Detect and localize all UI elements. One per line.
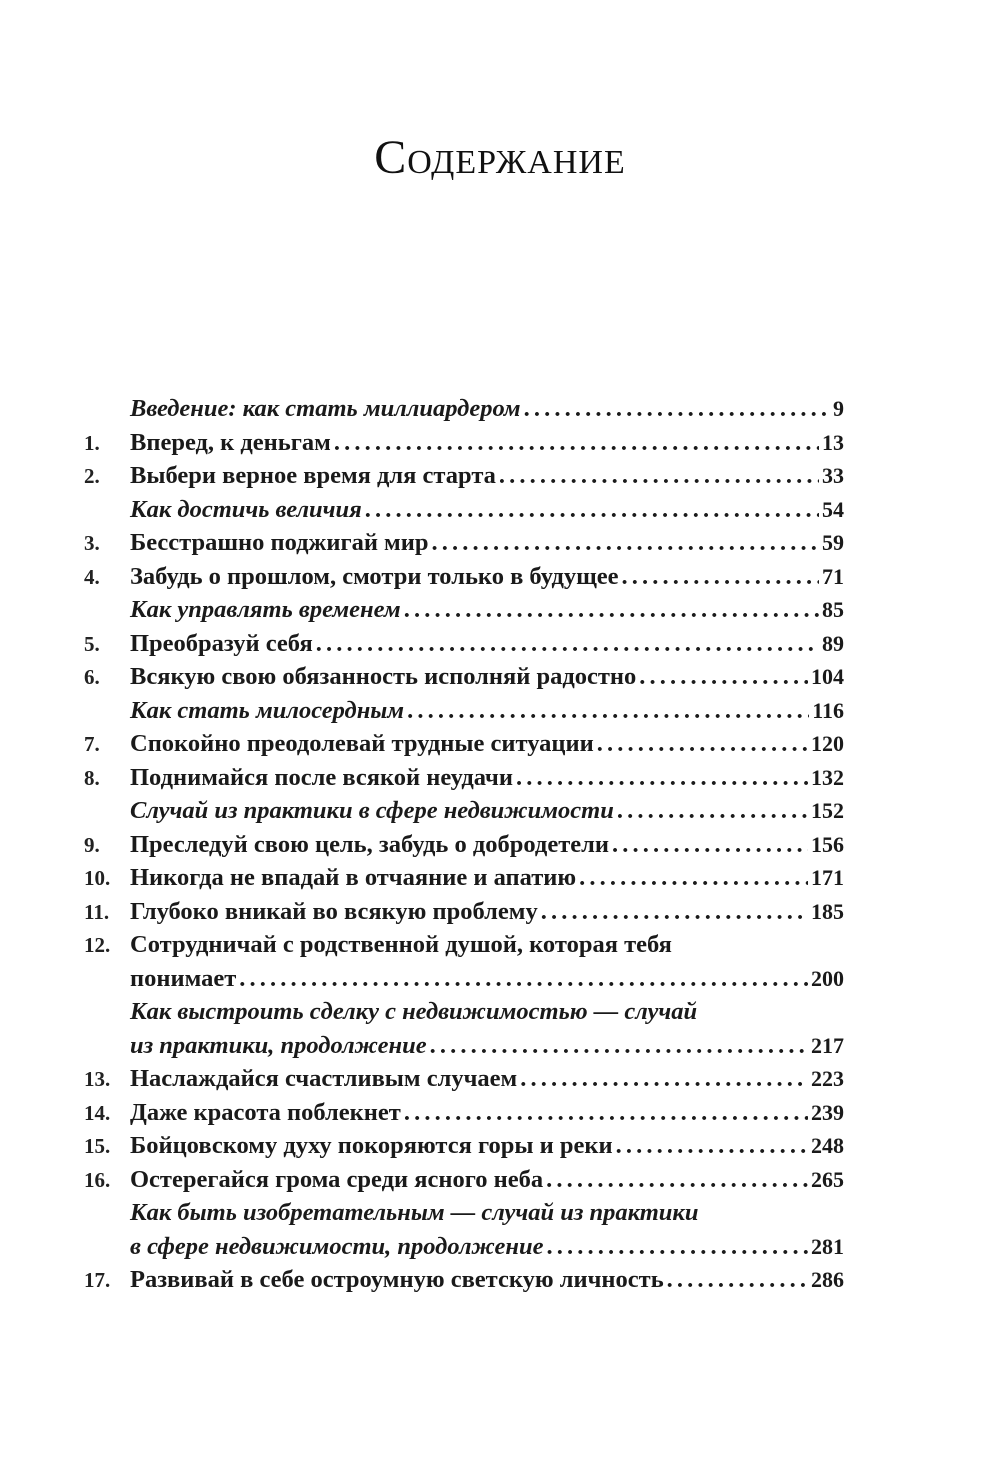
toc-entry-page: 185 bbox=[811, 898, 844, 924]
dot-leader bbox=[334, 426, 819, 460]
toc-entry-page: 89 bbox=[822, 630, 844, 656]
dot-leader bbox=[432, 526, 820, 560]
dot-leader bbox=[541, 895, 808, 929]
toc-entry-number: 5. bbox=[84, 631, 100, 656]
toc-entry-title: Бойцовскому духу покоряются горы и реки bbox=[130, 1132, 613, 1159]
toc-entry[interactable] bbox=[84, 794, 844, 828]
toc-entry-title: Выбери верное время для старта bbox=[130, 462, 496, 489]
dot-leader bbox=[597, 727, 808, 761]
toc-entry-number: 16. bbox=[84, 1167, 111, 1192]
toc-entry[interactable] bbox=[84, 1029, 844, 1063]
toc-entry-page: 200 bbox=[811, 965, 844, 991]
dot-leader bbox=[524, 392, 830, 426]
dot-leader bbox=[430, 1029, 808, 1063]
toc-entry-page: 85 bbox=[822, 597, 844, 622]
dot-leader bbox=[546, 1163, 808, 1197]
toc-entry-page: 71 bbox=[822, 563, 844, 589]
toc-entry[interactable] bbox=[84, 1196, 844, 1230]
dot-leader bbox=[404, 593, 819, 627]
toc-entry[interactable] bbox=[84, 694, 844, 728]
toc-entry-page: 9 bbox=[833, 396, 844, 421]
toc-entry[interactable] bbox=[84, 727, 844, 761]
toc-entry-title: в сфере недвижимости, продолжение bbox=[130, 1232, 544, 1260]
toc-entry-page: 223 bbox=[811, 1066, 844, 1091]
toc-entry[interactable] bbox=[84, 1062, 844, 1096]
toc-entry-title: Никогда не впадай в отчаяние и апатию bbox=[130, 864, 577, 891]
toc-entry-page: 239 bbox=[811, 1099, 844, 1125]
toc-entry[interactable] bbox=[84, 895, 844, 929]
dot-leader bbox=[616, 1129, 808, 1163]
dot-leader bbox=[239, 962, 808, 996]
toc-entry-title: Сотрудничай с родственной душой, которая тебя bbox=[130, 931, 672, 958]
dot-leader bbox=[404, 1096, 808, 1130]
toc-entry-title: Как быть изобретательным — случай из практики bbox=[130, 1199, 699, 1226]
toc-entry[interactable] bbox=[84, 426, 844, 460]
toc-entry-title: Спокойно преодолевай трудные ситуации bbox=[130, 730, 594, 757]
toc-entry-number: 3. bbox=[84, 531, 100, 555]
toc-entry-page: 286 bbox=[811, 1267, 844, 1292]
dot-leader bbox=[547, 1230, 808, 1264]
dot-leader bbox=[516, 761, 808, 795]
toc-entry-page: 248 bbox=[811, 1133, 844, 1158]
dot-leader bbox=[499, 459, 819, 493]
toc-entry-title: Бесстрашно поджигай мир bbox=[130, 529, 429, 556]
toc-entry-page: 156 bbox=[811, 831, 844, 857]
toc-entry[interactable] bbox=[84, 459, 844, 493]
dot-leader bbox=[617, 794, 808, 828]
toc-entry-title: Забудь о прошлом, смотри только в будущее bbox=[130, 562, 619, 590]
toc-entry-number: 2. bbox=[84, 464, 100, 488]
toc-entry-title: Преследуй свою цель, забудь о добродетели bbox=[130, 830, 609, 858]
toc-entry-number: 14. bbox=[84, 1100, 111, 1125]
toc-entry[interactable] bbox=[84, 526, 844, 560]
toc-entry[interactable] bbox=[84, 995, 844, 1029]
toc-entry-number: 17. bbox=[84, 1268, 111, 1292]
toc-entry-page: 13 bbox=[822, 429, 844, 455]
toc-entry-number: 9. bbox=[84, 832, 100, 857]
toc-entry-page: 33 bbox=[822, 463, 844, 488]
toc-entry-page: 132 bbox=[811, 764, 844, 790]
toc-entry-number: 4. bbox=[84, 564, 100, 589]
toc-entry-title: Введение: как стать миллиардером bbox=[130, 395, 521, 422]
dot-leader bbox=[579, 861, 808, 895]
toc-entry[interactable] bbox=[84, 1096, 844, 1130]
page-title: Содержание bbox=[374, 131, 626, 184]
toc-entry-title: Развивай в себе остроумную светскую личность bbox=[130, 1266, 664, 1293]
toc-entry-title: из практики, продолжение bbox=[130, 1031, 427, 1059]
toc-entry-page: 152 bbox=[811, 798, 844, 823]
toc-entry-number: 7. bbox=[84, 732, 100, 756]
toc-entry-page: 171 bbox=[811, 865, 844, 890]
toc-entry-title: понимает bbox=[130, 964, 237, 992]
toc-entry-title: Случай из практики в сфере недвижимости bbox=[130, 797, 614, 824]
toc-entry-title: Наслаждайся счастливым случаем bbox=[130, 1065, 518, 1092]
toc-entry-title: Остерегайся грома среди ясного неба bbox=[130, 1165, 544, 1193]
toc-entry-title: Как стать милосердным bbox=[130, 696, 405, 724]
table-of-contents bbox=[84, 392, 844, 1297]
dot-leader bbox=[316, 627, 819, 661]
toc-entry[interactable] bbox=[84, 962, 844, 996]
toc-entry-title: Глубоко вникай во всякую проблему bbox=[130, 897, 538, 925]
toc-entry-title: Поднимайся после всякой неудачи bbox=[130, 763, 513, 791]
toc-entry-title: Всякую свою обязанность исполняй радостно bbox=[130, 663, 637, 690]
toc-entry-page: 281 bbox=[811, 1233, 844, 1259]
toc-entry-number: 15. bbox=[84, 1134, 111, 1158]
toc-entry-page: 59 bbox=[822, 530, 844, 555]
toc-entry-page: 120 bbox=[811, 731, 844, 756]
toc-entry[interactable] bbox=[84, 861, 844, 895]
toc-entry[interactable] bbox=[84, 660, 844, 694]
toc-entry-number: 12. bbox=[84, 933, 111, 957]
toc-entry-title: Как достичь величия bbox=[130, 495, 362, 523]
toc-entry[interactable] bbox=[84, 627, 844, 661]
toc-entry[interactable] bbox=[84, 1129, 844, 1163]
toc-entry[interactable] bbox=[84, 761, 844, 795]
toc-entry[interactable] bbox=[84, 560, 844, 594]
toc-entry[interactable] bbox=[84, 392, 844, 426]
dot-leader bbox=[667, 1263, 808, 1297]
toc-entry-number: 13. bbox=[84, 1067, 111, 1091]
toc-entry-page: 116 bbox=[812, 697, 844, 723]
toc-entry[interactable] bbox=[84, 1163, 844, 1197]
toc-entry-title: Преобразуй себя bbox=[130, 629, 313, 657]
toc-entry-page: 265 bbox=[811, 1166, 844, 1192]
dot-leader bbox=[612, 828, 808, 862]
toc-entry-page: 104 bbox=[811, 664, 844, 689]
toc-entry[interactable] bbox=[84, 928, 844, 962]
toc-entry-title: Вперед, к деньгам bbox=[130, 428, 331, 456]
toc-entry-number: 8. bbox=[84, 765, 100, 790]
dot-leader bbox=[639, 660, 808, 694]
dot-leader bbox=[622, 560, 819, 594]
toc-entry-number: 6. bbox=[84, 665, 100, 689]
toc-entry[interactable] bbox=[84, 493, 844, 527]
toc-entry[interactable] bbox=[84, 1230, 844, 1264]
toc-entry-number: 1. bbox=[84, 430, 100, 455]
dot-leader bbox=[365, 493, 819, 527]
dot-leader bbox=[520, 1062, 808, 1096]
dot-leader bbox=[407, 694, 809, 728]
toc-entry-title: Даже красота поблекнет bbox=[130, 1098, 401, 1126]
toc-entry[interactable] bbox=[84, 593, 844, 627]
toc-entry[interactable] bbox=[84, 828, 844, 862]
toc-entry-title: Как управлять временем bbox=[130, 596, 401, 623]
toc-entry-page: 217 bbox=[811, 1032, 844, 1058]
toc-entry-title: Как выстроить сделку с недвижимостью — случай bbox=[130, 998, 698, 1025]
toc-entry-page: 54 bbox=[822, 496, 844, 522]
toc-entry-number: 10. bbox=[84, 866, 111, 890]
toc-entry-number: 11. bbox=[84, 899, 110, 924]
toc-entry[interactable] bbox=[84, 1263, 844, 1297]
